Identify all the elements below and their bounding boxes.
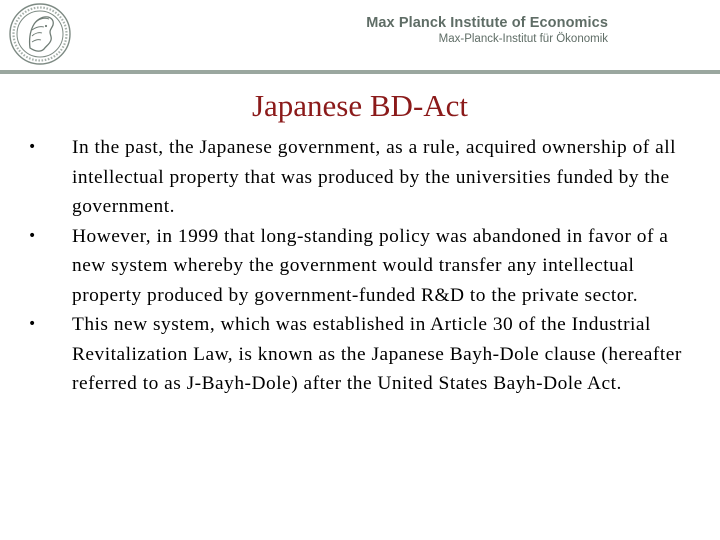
bullet-icon: • xyxy=(28,316,37,332)
bullet-text: This new system, which was established in Article 30 of the Industrial Revitalization Law, is known as the Japanese Bayh-Dole clause (hereafter referred to as J-Bayh-Dole) after the United States Bayh-Dole Act. xyxy=(72,314,682,394)
bullet-icon: • xyxy=(28,139,37,155)
bullet-text: However, in 1999 that long-standing policy was abandoned in favor of a new system whereby the government would transfer any intellectual property produced by government-funded R&D to the private sector. xyxy=(72,225,669,306)
bullet-item xyxy=(28,310,698,399)
header xyxy=(0,0,720,70)
institute-subname: Max-Planck-Institut für Ökonomik xyxy=(438,33,608,45)
bullet-text: In the past, the Japanese government, as a rule, acquired ownership of all intellectual property that was produced by the universities funded by the government. xyxy=(72,137,676,217)
slide-title: Japanese BD-Act xyxy=(251,88,469,123)
minerva-seal-icon xyxy=(8,2,72,66)
bullet-item xyxy=(28,222,698,311)
bullet-list xyxy=(28,133,698,399)
bullet-item xyxy=(28,133,698,222)
header-divider xyxy=(0,70,720,74)
institute-name: Max Planck Institute of Economics xyxy=(366,15,608,31)
bullet-icon: • xyxy=(28,227,37,244)
